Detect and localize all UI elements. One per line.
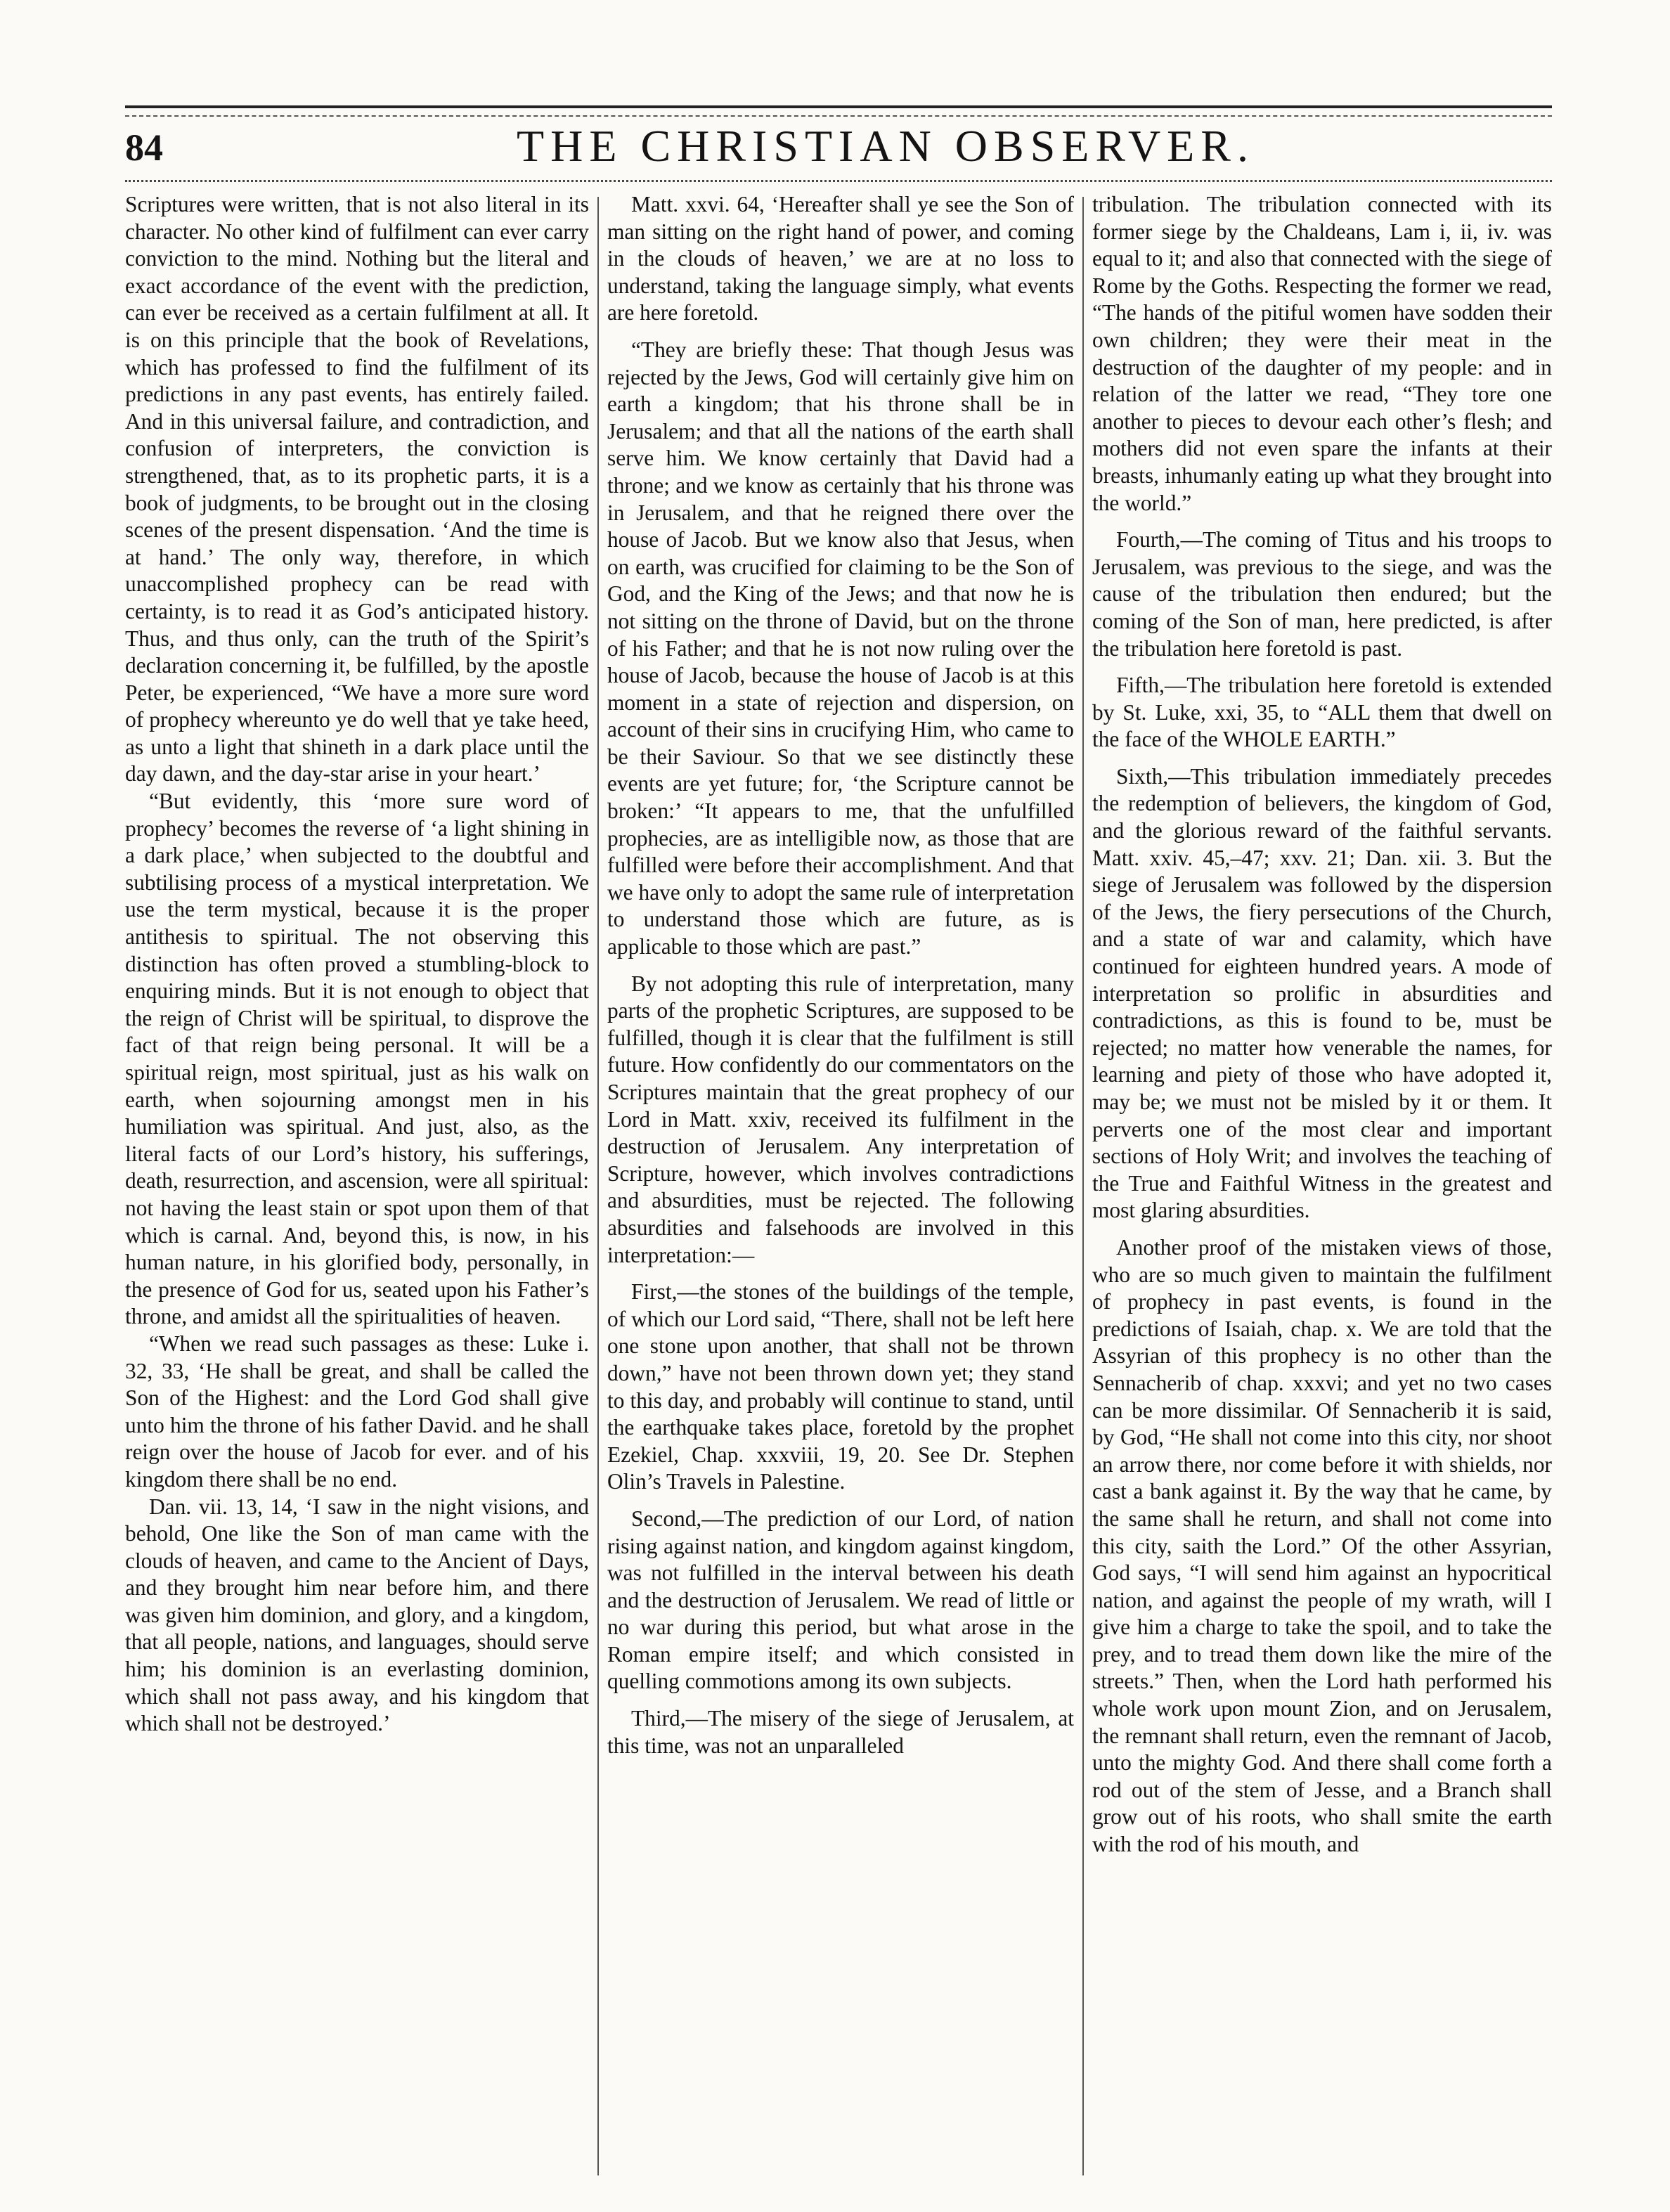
paragraph: First,—the stones of the buildings of the temple, of which our Lord said, “There, shall not be left here one stone upon another, that shall not be thrown down,” have not been thrown down yet; they stand to this day, and probably will continue to stand, until the earthquake takes place, foretold by the prophet Ezekiel, Chap. xxxviii, 19, 20. See Dr. Stephen Olin’s Travels in Palestine. — [607, 1279, 1074, 1494]
column-divider — [1082, 197, 1084, 2175]
paragraph: Second,—The prediction of our Lord, of nation rising against nation, and kingdom against kingdom, was not fulfilled in the interval between his death and the destruction of Jerusalem. We read of little or no war during this period, but what arose in the Roman empire itself; and which consisted in quelling commotions among its own subjects. — [607, 1506, 1074, 1694]
text-column-3 — [1092, 191, 1552, 2187]
paragraph: Another proof of the mistaken views of those, who are so much given to maintain the fulfilment of prophecy in past events, is found in the predictions of Isaiah, chap. x. We are told that the Assyrian of this prophecy is no other than the Sennacherib of chap. xxxvi; and yet no two cases can be more dissimilar. Of Sennacherib it is said, by God, “He shall not come into this city, nor shoot an arrow there, nor come before it with shields, nor cast a bank against it. By the way that he came, by the same shall he return, and shall not come into this city, saith the Lord.” Of the other Assyrian, God says, “I will send him against an hypocritical nation, and against the people of my wrath, will I give him a charge to take the spoil, and to take the prey, and to tread them down like the mire of the streets.” Then, when the Lord hath performed his whole work upon mount Zion, and on Jerusalem, the remnant shall return, even the remnant of Jacob, unto the mighty God. And there shall come forth a rod out of the stem of Jesse, and a Branch shall grow out of his roots, who shall smite the earth with the rod of his mouth, and — [1092, 1234, 1552, 1857]
paragraph: Fourth,—The coming of Titus and his troops to Jerusalem, was previous to the siege, and was the cause of the tribulation then endured; but the coming of the Son of man, here predicted, is after the tribulation here foretold is past. — [1092, 527, 1552, 661]
text-column-1 — [125, 191, 589, 2187]
paragraph: “When we read such passages as these: Luke i. 32, 33, ‘He shall be great, and shall be called the Son of the Highest: and the Lord God shall give unto him the throne of his father David. and he shall reign over the house of Jacob for ever. and of his kingdom there shall be no end. — [125, 1331, 589, 1492]
paragraph: “They are briefly these: That though Jesus was rejected by the Jews, God will certainly give him on earth a kingdom; that his throne shall be in Jerusalem; and that all the nations of the earth shall serve him. We know certainly that David had a throne; and we know as certainly that his throne was in Jerusalem, and that he reigned there over the house of Jacob. But we know also that Jesus, when on earth, was crucified for claiming to be the Son of God, and the King of the Jews; and that now he is not sitting on the throne of David, but on the throne of his Father; and that he is not now ruling over the house of Jacob, because the house of Jacob is at this moment in a state of rejection and dispersion, on account of their sins in crucifying Him, who came to be their Saviour. So that we see distinctly these events are yet future; for, ‘the Scripture cannot be broken:’ “It appears to me, that the unfulfilled prophecies, are as intelligible now, as those that are fulfilled were before their accomplishment. And that we have only to adopt the same rule of interpretation to understand those which are future, as is applicable to those which are past.” — [607, 337, 1074, 959]
paragraph: Dan. vii. 13, 14, ‘I saw in the night visions, and behold, One like the Son of man came with the clouds of heaven, and came to the Ancient of Days, and they brought him near before him, and there was given him dominion, and glory, and a kingdom, that all people, nations, and languages, should serve him; his dominion is an everlasting dominion, which shall not pass away, and his kingdom that which shall not be destroyed.’ — [125, 1494, 589, 1736]
paragraph: Scriptures were written, that is not also literal in its character. No other kind of fulfilment can ever carry conviction to the mind. Nothing but the literal and exact accordance of the event with the prediction, can ever be received as a certain fulfilment at all. It is on this principle that the book of Revelations, which has professed to find the fulfilment of its predictions in any past events, has entirely failed. And in this universal failure, and contradiction, and confusion of interpreters, the conviction is strengthened, that, as to its prophetic parts, it is a book of judgments, to be brought out in the closing scenes of the present dispensation. ‘And the time is at hand.’ The only way, therefore, in which unaccomplished prophecy can be read with certainty, is to read it as God’s anticipated history. Thus, and thus only, can the truth of the Spirit’s declaration concerning it, be fulfilled, by the apostle Peter, be experienced, “We have a more sure word of prophecy whereunto ye do well that ye take heed, as unto a light that shineth in a dark place until the day dawn, and the day-star arise in your heart.’ — [125, 192, 589, 787]
header-top-rule — [125, 105, 1552, 117]
header-bottom-rule — [125, 180, 1552, 182]
paragraph: Sixth,—This tribulation immediately precedes the redemption of believers, the kingdom of God, and the glorious reward of the faithful servants. Matt. xxiv. 45,–47; xxv. 21; Dan. xii. 3. But the siege of Jerusalem was followed by the dispersion of the Jews, the fiery persecutions of the Church, and a state of war and calamity, which have continued for eighteen hundred years. A mode of interpretation so prolific in absurdities and contradictions, as this is found to be, must be rejected; no matter how venerable the names, for learning and piety of those who have adopted it, may be; we must not be misled by it or them. It perverts one of the most clear and important sections of Holy Writ; and involves the teaching of the True and Faithful Witness in the greatest and most glaring absurdities. — [1092, 763, 1552, 1223]
running-title: THE CHRISTIAN OBSERVER. — [517, 121, 1255, 171]
paragraph: Matt. xxvi. 64, ‘Hereafter shall ye see the Son of man sitting on the right hand of power, and coming in the clouds of heaven,’ we are at no loss to understand, taking the language simply, what events are here foretold. — [607, 192, 1074, 325]
page-number: 84 — [125, 127, 163, 169]
text-column-2 — [607, 191, 1074, 2187]
paragraph: Fifth,—The tribulation here foretold is extended by St. Luke, xxi, 35, to “ALL them that dwell on the face of the WHOLE EARTH.” — [1092, 673, 1552, 752]
paragraph: By not adopting this rule of interpretation, many parts of the prophetic Scriptures, are supposed to be fulfilled, though it is clear that the fulfilment is still future. How confidently do our commentators on the Scriptures maintain that the great prophecy of our Lord in Matt. xxiv, received its fulfilment in the destruction of Jerusalem. Any interpretation of Scripture, however, which involves contradictions and absurdities, must be rejected. The following absurdities and falsehoods are involved in this interpretation:— — [607, 971, 1074, 1267]
paragraph: “But evidently, this ‘more sure word of prophecy’ becomes the reverse of ‘a light shining in a dark place,’ when subjected to the doubtful and subtilising process of a mystical interpretation. We use the term mystical, because it is the proper antithesis to spiritual. The not observing this distinction has often proved a stumbling-block to enquiring minds. But it is not enough to object that the reign of Christ will be spiritual, to disprove the fact of that reign being personal. It will be a spiritual reign, most spiritual, just as his walk on earth, when sojourning amongst men in his humiliation was spiritual. And just, also, as the literal facts of our Lord’s history, his sufferings, death, resurrection, and ascension, were all spiritual: not having the least stain or spot upon them of that which is carnal. And, beyond this, is now, in his human nature, in his glorified body, personally, in the presence of God for us, seated upon his Father’s throne, and amidst all the spiritualities of heaven. — [125, 789, 589, 1329]
paragraph: Third,—The misery of the siege of Jerusalem, at this time, was not an unparalleled — [607, 1706, 1074, 1758]
column-divider — [597, 197, 599, 2175]
paragraph: tribulation. The tribulation connected with its former siege by the Chaldeans, Lam i, ii, iv. was equal to it; and also that connected with the siege of Rome by the Goths. Respecting the former we read, “The hands of the pitiful women have sodden their own children; they were their meat in the destruction of the daughter of my people: and in relation of the latter we read, “They tore one another to pieces to devour each other’s flesh; and mothers did not even spare the infants at their breasts, inhumanly eating up what they brought into the world.” — [1092, 192, 1552, 515]
